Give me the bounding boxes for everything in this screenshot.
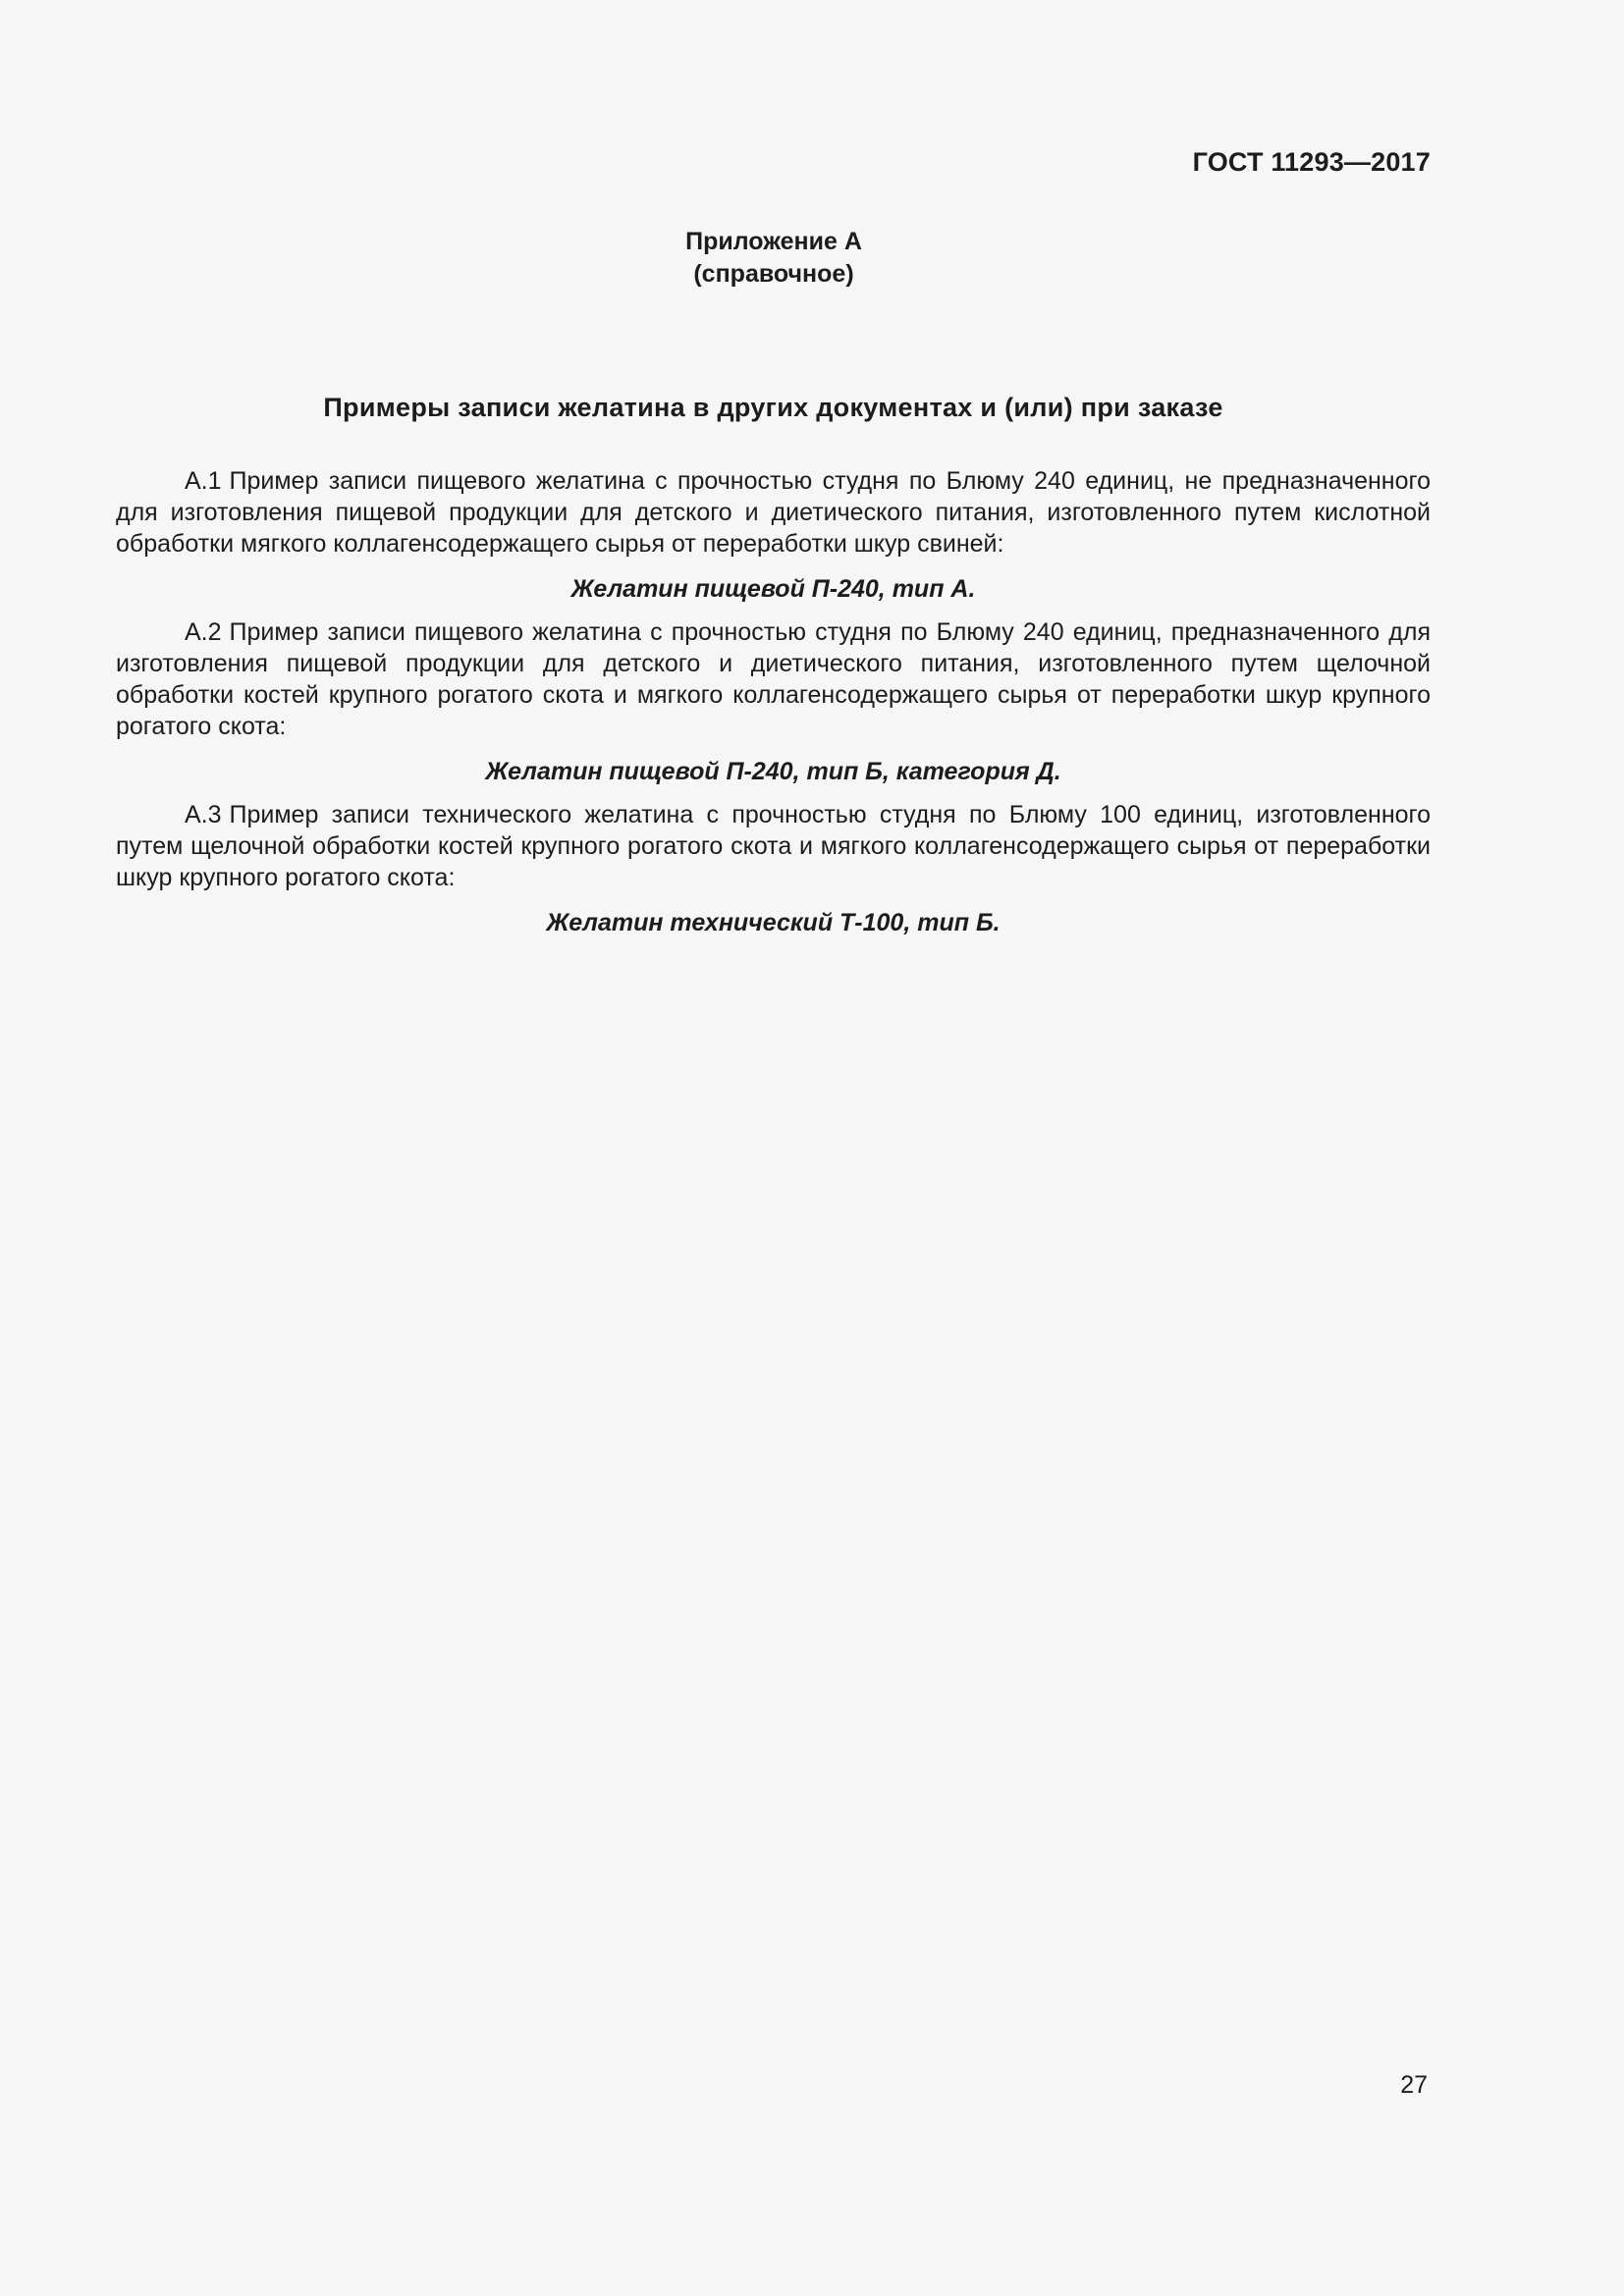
item-text: Пример записи пищевого желатина с прочностью студня по Блюму 240 единиц, не предназначенного для изготовления пищевой продукции для детского и диетического питания, изготовленного путем кислотной обработки мягкого коллагенсодержащего сырья от переработки шкур свиней: xyxy=(116,467,1431,558)
appendix-heading xyxy=(0,226,1547,291)
item-text: Пример записи технического желатина с прочностью студня по Блюму 100 единиц, изготовленного путем щелочной обработки костей крупного рогатого скота и мягкого коллагенсодержащего сырья от переработки шкур крупного рогатого скота: xyxy=(116,801,1431,891)
item-number: А.3 xyxy=(185,801,222,828)
document-code: ГОСТ 11293—2017 xyxy=(1192,147,1431,177)
item-text: Пример записи пищевого желатина с прочностью студня по Блюму 240 единиц, предназначенного для изготовления пищевой продукции для детского и диетического питания, изготовленного путем щелочной обработки костей крупного рогатого скота и мягкого коллагенсодержащего сырья от переработки шкур крупного рогатого скота: xyxy=(116,618,1431,740)
item-number: А.1 xyxy=(185,467,222,495)
document-body xyxy=(116,465,1431,950)
appendix-title: Приложение А xyxy=(685,228,862,255)
page-number: 27 xyxy=(1400,2071,1428,2099)
item-number: А.2 xyxy=(185,618,222,646)
example-a1: Желатин пищевой П-240, тип А. xyxy=(570,575,976,603)
paragraph-a2 xyxy=(116,616,1431,742)
example-a2: Желатин пищевой П-240, тип Б, категория Д. xyxy=(485,758,1061,785)
example-a3: Желатин технический Т-100, тип Б. xyxy=(546,909,1001,936)
paragraph-a1 xyxy=(116,465,1431,560)
appendix-subtitle: (справочное) xyxy=(693,260,854,288)
paragraph-a3 xyxy=(116,799,1431,893)
section-title: Примеры записи желатина в других документах и (или) при заказе xyxy=(323,393,1223,422)
